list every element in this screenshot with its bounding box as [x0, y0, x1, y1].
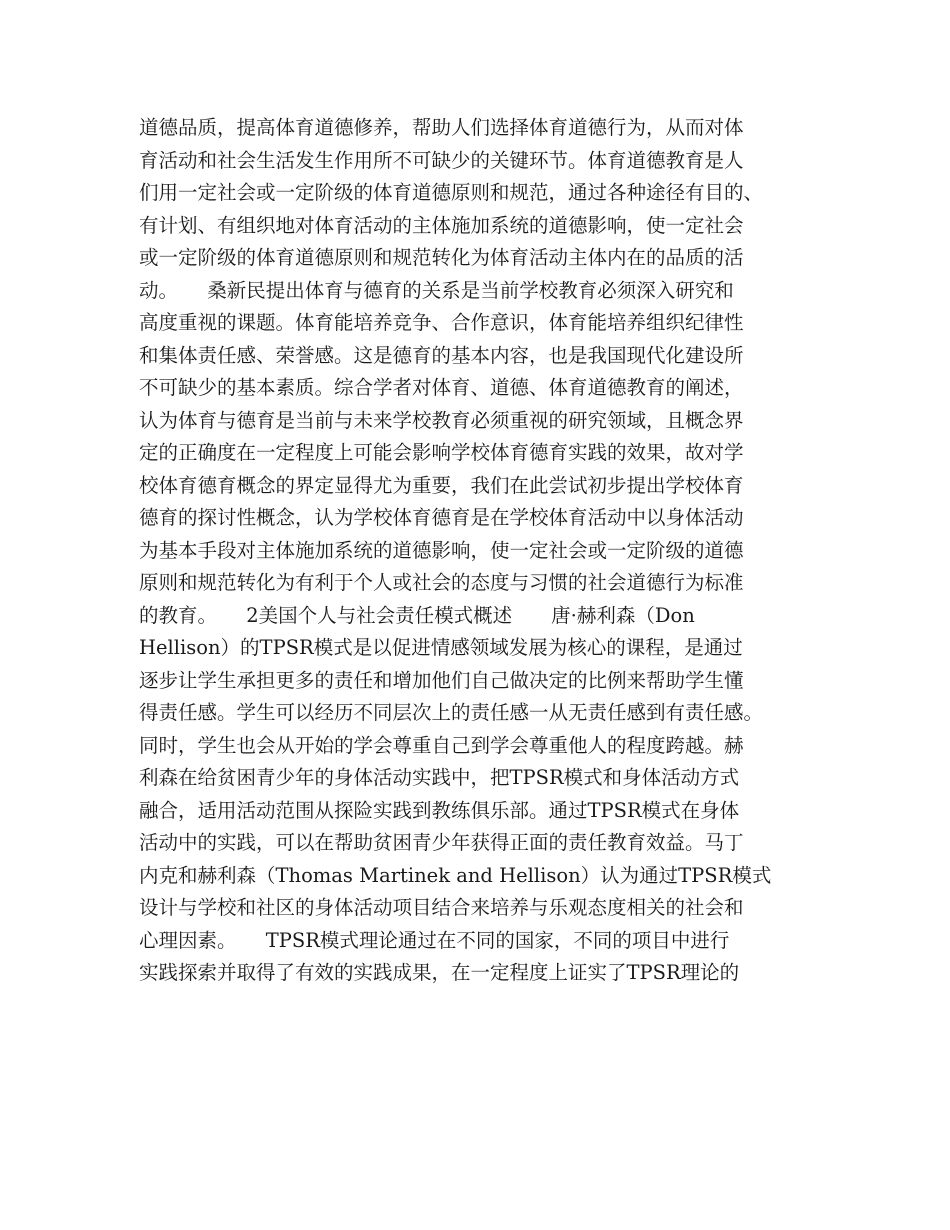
text-line: Hellison）的TPSR模式是以促进情感领域发展为核心的课程，是通过 — [139, 636, 743, 659]
text-line: 逐步让学生承担更多的责任和增加他们自己做决定的比例来帮助学生懂 — [139, 668, 744, 692]
text-line: 同时，学生也会从开始的学会尊重自己到学会尊重他人的程度跨越。赫 — [139, 733, 744, 757]
text-line: 们用一定社会或一定阶级的体育道德原则和规范，通过各种途径有目的、 — [139, 181, 764, 204]
text-line: 设计与学校和社区的身体活动项目结合来培养与乐观态度相关的社会和 — [139, 896, 744, 919]
text-line: 融合，适用活动范围从探险实践到教练俱乐部。通过TPSR模式在身体 — [139, 798, 740, 822]
text-line: 道德品质，提高体育道德修养，帮助人们选择体育道德行为，从而对体 — [139, 116, 744, 139]
text-line: 校体育德育概念的界定显得尤为重要，我们在此尝试初步提出学校体育 — [139, 473, 744, 497]
text-line: 活动中的实践，可以在帮助贫困青少年获得正面的责任教育效益。马丁 — [139, 831, 744, 854]
text-line: 或一定阶级的体育道德原则和规范转化为体育活动主体内在的品质的活 — [139, 246, 744, 269]
text-line: 认为体育与德育是当前与未来学校教育必须重视的研究领域，且概念界 — [139, 408, 744, 432]
text-line: 实践探索并取得了有效的实践成果，在一定程度上证实了TPSR理论的 — [139, 961, 740, 984]
text-line: 内克和赫利森（Thomas Martinek and Hellison）认为通过TPSR模式 — [139, 863, 772, 887]
text-line: 有计划、有组织地对体育活动的主体施加系统的道德影响，使一定社会 — [139, 213, 744, 237]
body-text — [139, 112, 829, 990]
text-line: 为基本手段对主体施加系统的道德影响，使一定社会或一定阶级的道德 — [139, 538, 744, 562]
text-line: 心理因素。 TPSR模式理论通过在不同的国家，不同的项目中进行 — [139, 928, 730, 952]
text-line: 德育的探讨性概念，认为学校体育德育是在学校体育活动中以身体活动 — [139, 506, 744, 529]
text-line: 利森在给贫困青少年的身体活动实践中，把TPSR模式和身体活动方式 — [139, 766, 740, 789]
text-line: 育活动和社会生活发生作用所不可缺少的关键环节。体育道德教育是人 — [139, 148, 744, 172]
text-line: 定的正确度在一定程度上可能会影响学校体育德育实践的效果，故对学 — [139, 441, 744, 464]
text-line: 原则和规范转化为有利于个人或社会的态度与习惯的社会道德行为标准 — [139, 571, 744, 594]
text-line: 的教育。 2美国个人与社会责任模式概述 唐·赫利森（Don — [139, 603, 695, 627]
text-line: 不可缺少的基本素质。综合学者对体育、道德、体育道德教育的阐述， — [139, 376, 744, 399]
text-line: 和集体责任感、荣誉感。这是德育的基本内容，也是我国现代化建设所 — [139, 343, 744, 367]
text-line: 高度重视的课题。体育能培养竞争、合作意识，体育能培养组织纪律性 — [139, 311, 744, 334]
text-line: 得责任感。学生可以经历不同层次上的责任感一从无责任感到有责任感。 — [139, 701, 764, 724]
text-line: 动。 桑新民提出体育与德育的关系是当前学校教育必须深入研究和 — [139, 278, 734, 302]
